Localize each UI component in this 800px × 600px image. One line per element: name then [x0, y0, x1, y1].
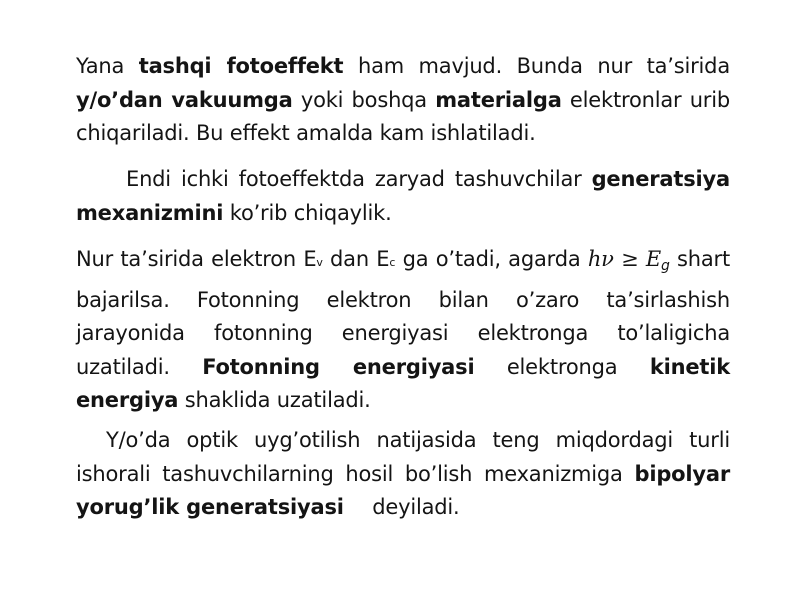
paragraph-bipolar-generation — [76, 424, 730, 525]
paragraph-electron-transition — [76, 243, 730, 418]
text: shart bajarilsa. Fotonning elektron bilan o’zaro ta’sirlashish jarayonida fotonning energiyasi elektronga to’laligicha uzatiladi. — [76, 247, 730, 379]
subscript-v: v — [316, 256, 323, 269]
bold-term: kinetik energiya — [76, 354, 730, 412]
text: Nur ta’sirida elektron E — [76, 247, 317, 271]
formula: hν ≥ E — [587, 247, 661, 271]
text: dan E — [322, 247, 390, 271]
bold-term: tashqi fotoeffekt — [138, 54, 344, 78]
paragraph-internal-photoeffect — [76, 163, 730, 230]
text: yoki boshqa — [292, 87, 436, 112]
text: Endi ichki fotoeffektda zaryad tashuvchilar — [126, 167, 592, 191]
bold-term: Fotonning energiyasi — [202, 354, 475, 379]
bold-term: bipolyar yorug’lik generatsiyasi — [76, 461, 730, 519]
text: elektronlar urib chiqariladi. Bu effekt amalda kam ishlatiladi. — [76, 87, 731, 145]
subscript-c: c — [389, 256, 396, 269]
text: Yana — [76, 54, 139, 78]
bold-term: generatsiya mexanizmini — [76, 167, 730, 225]
paragraph-external-photoeffect — [76, 50, 730, 151]
text: Y/o’da optik uyg’otilish natijasida teng miqdordagi turli ishorali tashuvchilarning hosil bo’lish mexanizmiga — [76, 428, 730, 486]
text: ga o’tadi, agarda — [395, 247, 588, 271]
formula-subscript: g — [660, 258, 670, 274]
text: ham mavjud. Bunda nur ta’sirida — [343, 54, 730, 78]
text: elektronga — [474, 354, 650, 379]
text: shaklida uzatiladi. — [178, 388, 371, 412]
text: deyiladi. — [365, 495, 460, 519]
bold-term: materialga — [435, 87, 562, 112]
bold-term: y/o’dan vakuumga — [76, 87, 293, 112]
text: ko’rib chiqaylik. — [223, 200, 392, 225]
